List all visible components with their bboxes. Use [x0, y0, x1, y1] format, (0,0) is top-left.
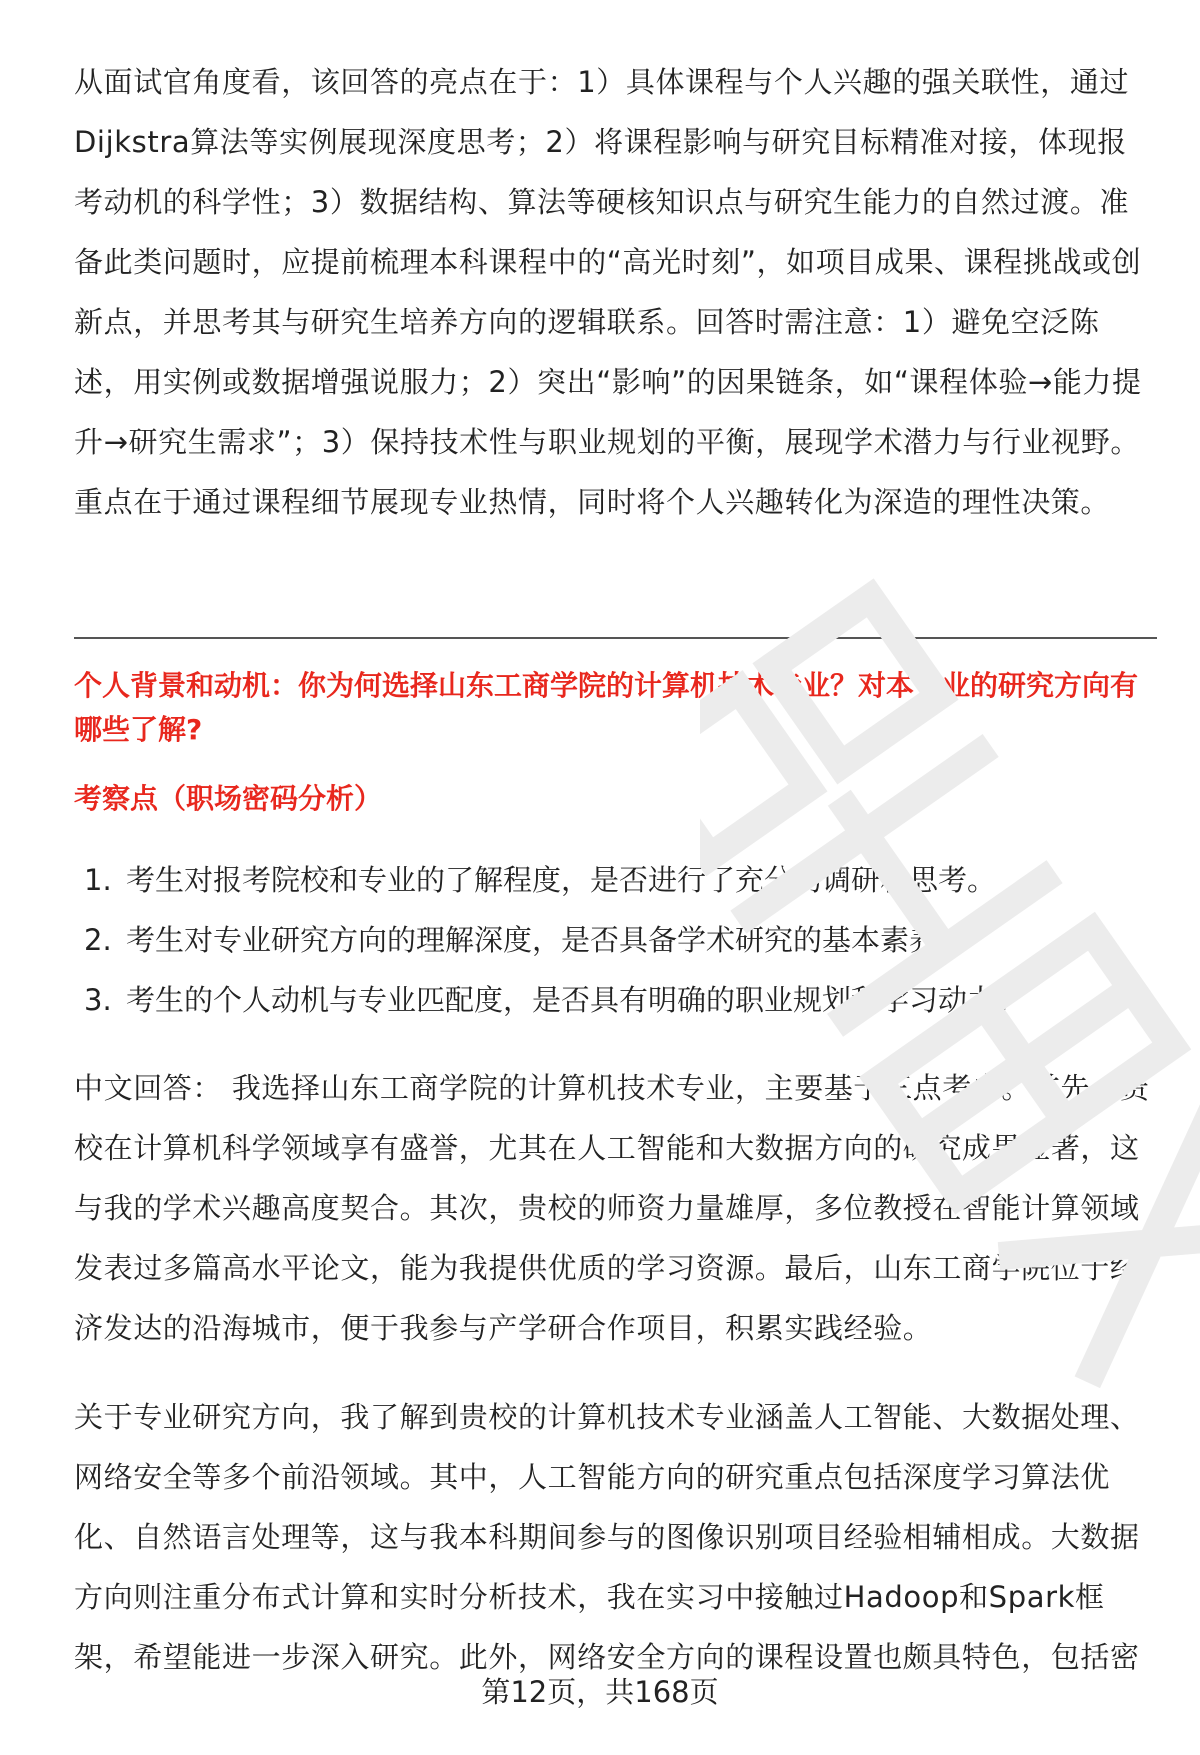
answer-section-2: [74, 1387, 1154, 1687]
list-item-text: 考生的个人动机与专业匹配度，是否具有明确的职业规划和学习动力。: [126, 983, 1026, 1017]
list-item: [84, 910, 1144, 970]
question-heading: 个人背景和动机：你为何选择山东工商学院的计算机技术专业？对本专业的研究方向有哪些了解?: [74, 669, 1139, 746]
answer-paragraph-2: 关于专业研究方向，我了解到贵校的计算机技术专业涵盖人工智能、大数据处理、网络安全等多个前沿领域。其中，人工智能方向的研究重点包括深度学习算法优化、自然语言处理等，这与我本科期间参与的图像识别项目经验相辅相成。大数据方向则注重分布式计算和实时分析技术，我在实习中接触过Hadoop和Spark框架，希望能进一步深入研究。此外，网络安全方向的课程设置也颇具特色，包括密: [74, 1400, 1140, 1674]
assessment-subheading: 考察点（职场密码分析）: [74, 782, 383, 815]
list-item-text: 考生对报考院校和专业的了解程度，是否进行了充分的调研和思考。: [126, 863, 997, 897]
list-item: [84, 850, 1144, 910]
list-item-number: 2.: [84, 923, 112, 957]
answer-section-1: [74, 1058, 1154, 1358]
list-item: [84, 970, 1144, 1030]
list-item-number: 1.: [84, 863, 112, 897]
list-item-number: 3.: [84, 983, 112, 1017]
intro-section: [74, 52, 1154, 532]
intro-paragraph: 从面试官角度看，该回答的亮点在于：1）具体课程与个人兴趣的强关联性，通过Dijkstra算法等实例展现深度思考；2）将课程影响与研究目标精准对接，体现报考动机的科学性；3）数据结构、算法等硬核知识点与研究生能力的自然过渡。准备此类问题时，应提前梳理本科课程中的“高光时刻”，如项目成果、课程挑战或创新点，并思考其与研究生培养方向的逻辑联系。回答时需注意：1）避免空泛陈述，用实例或数据增强说服力；2）突出“影响”的因果链条，如“课程体验→能力提升→研究生需求”；3）保持技术性与职业规划的平衡，展现学术潜力与行业视野。重点在于通过课程细节展现专业热情，同时将个人兴趣转化为深造的理性决策。: [74, 65, 1142, 519]
list-item-text: 考生对专业研究方向的理解深度，是否具备学术研究的基本素养。: [126, 923, 968, 957]
section-divider: [74, 637, 1157, 639]
page-footer: 第12页，共168页: [481, 1675, 719, 1709]
answer-paragraph-1: 中文回答： 我选择山东工商学院的计算机技术专业，主要基于三点考虑。首先，贵校在计算机科学领域享有盛誉，尤其在人工智能和大数据方向的研究成果显著，这与我的学术兴趣高度契合。其次，贵校的师资力量雄厚，多位教授在智能计算领域发表过多篇高水平论文，能为我提供优质的学习资源。最后，山东工商学院位于经济发达的沿海城市，便于我参与产学研合作项目，积累实践经验。: [74, 1071, 1150, 1345]
assessment-points-list: [84, 850, 1144, 1030]
